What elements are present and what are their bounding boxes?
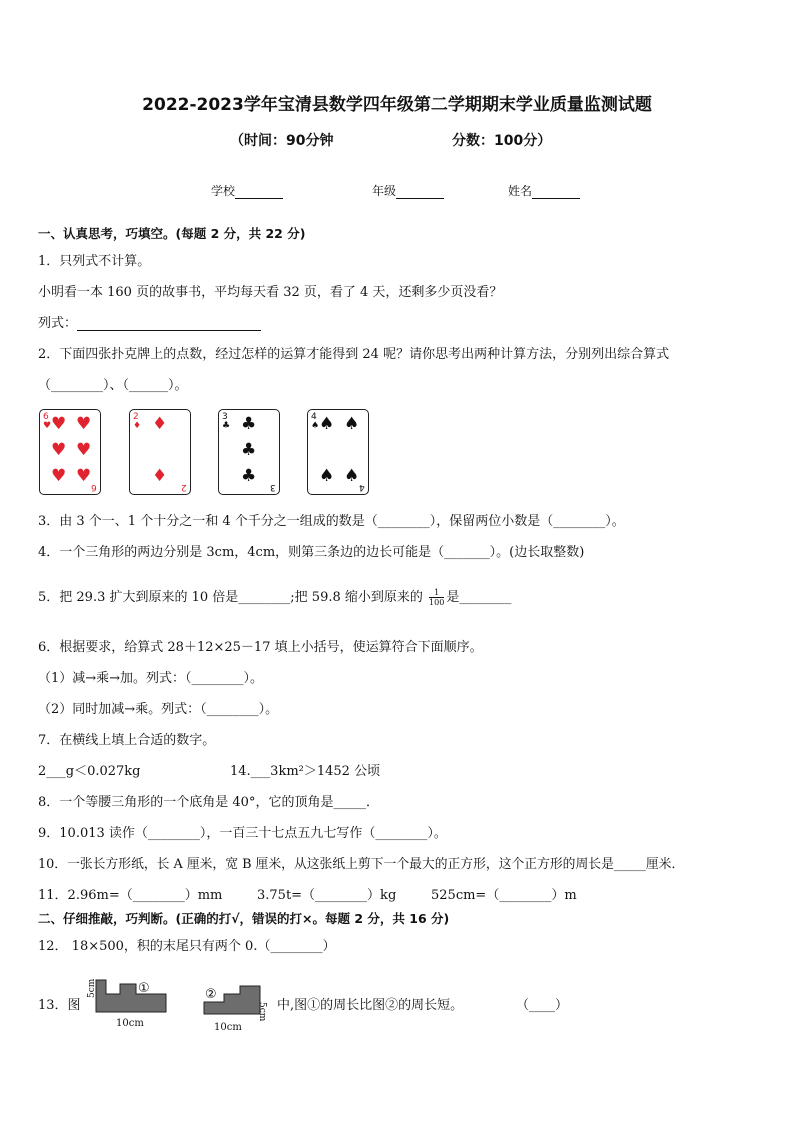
card-rank: 3 xyxy=(270,482,276,492)
school-blank[interactable] xyxy=(235,186,283,199)
q1-answer-blank[interactable] xyxy=(77,318,261,331)
q11-part3: 525cm=（________）m xyxy=(431,888,577,903)
school-field[interactable] xyxy=(211,182,283,199)
fraction-denominator: 100 xyxy=(429,598,445,607)
q13-label: 13．图 xyxy=(38,998,81,1013)
card-rank: 3 xyxy=(222,412,228,422)
q4-text: 4．一个三角形的两边分别是 3cm，4cm，则第三条边的边长可能是（_______）。(边长取整数) xyxy=(38,545,585,560)
diamond-icon: ♦ xyxy=(152,414,168,434)
fig2-height-label: 5cm xyxy=(257,1002,267,1022)
spade-icon: ♠ xyxy=(311,421,320,431)
card-rank: 4 xyxy=(311,412,317,422)
figure-1-shape xyxy=(82,972,182,1034)
grade-label: 年级 xyxy=(372,184,397,198)
name-field[interactable] xyxy=(508,182,580,199)
playing-card-2-diamonds xyxy=(129,409,191,495)
card-rank: 4 xyxy=(359,482,365,492)
q10-text: 10．一张长方形纸，长 A 厘米，宽 B 厘米，从这张纸上剪下一个最大的正方形，这个正方形的周长是_____厘米． xyxy=(38,857,685,872)
page-title: 2022-2023学年宝清县数学四年级第二学期期末学业质量监测试题 xyxy=(142,95,652,115)
q1-problem: 小明看一本 160 页的故事书，平均每天看 32 页，看了 4 天，还剩多少页没看？ xyxy=(38,285,503,300)
card-rank: 6 xyxy=(43,412,49,422)
q3-text: 3．由 3 个一、1 个十分之一和 4 个千分之一组成的数是（________），保留两位小数是（________）。 xyxy=(38,514,625,529)
playing-card-3-clubs xyxy=(218,409,280,495)
exam-time: （时间：90分钟 xyxy=(230,133,334,149)
q8-text: 8．一个等腰三角形的一个底角是 40°，它的顶角是_____． xyxy=(38,795,379,810)
diamond-icon: ♦ xyxy=(133,421,142,431)
card-rank: 6 xyxy=(91,482,97,492)
spade-icon: ♠ xyxy=(344,414,360,434)
q13-text: 中,图①的周长比图②的周长短。 xyxy=(277,998,464,1013)
q1-answer-label: 列式： xyxy=(38,316,78,331)
spade-icon: ♠ xyxy=(319,466,335,486)
club-icon: ♣ xyxy=(241,414,257,434)
q1-instruction: 1．只列式不计算。 xyxy=(38,254,151,269)
q2-blanks[interactable]: （________）、（______）。 xyxy=(38,378,188,393)
q5-text-a: 5．把 29.3 扩大到原来的 10 倍是________;把 59.8 缩小到原来的 xyxy=(38,590,423,605)
q9-text: 9．10.013 读作（________），一百三十七点五九七写作（________）。 xyxy=(38,826,447,841)
section-2-heading: 二、仔细推敲，巧判断。(正确的打√，错误的打×。每题 2 分，共 16 分) xyxy=(38,911,450,926)
q11-part1: 11．2.96m=（________）mm xyxy=(38,888,223,903)
club-icon: ♣ xyxy=(241,466,257,486)
q11-part2: 3.75t=（________）kg xyxy=(257,888,397,903)
heart-icon: ♥ xyxy=(76,466,92,486)
heart-icon: ♥ xyxy=(76,414,92,434)
card-rank: 2 xyxy=(181,482,187,492)
fig2-width-label: 10cm xyxy=(214,1022,242,1033)
fig1-height-label: 5cm xyxy=(87,978,97,998)
heart-icon: ♥ xyxy=(76,440,92,460)
heart-icon: ♥ xyxy=(43,421,52,431)
q12-text: 12． 18×500，积的末尾只有两个 0.（________） xyxy=(38,939,336,954)
q5-row xyxy=(38,586,511,607)
name-blank[interactable] xyxy=(532,186,580,199)
fig1-width-label: 10cm xyxy=(116,1018,144,1029)
q7-part1: 2___g＜0.027kg xyxy=(38,764,141,779)
card-rank: 2 xyxy=(133,412,139,422)
club-icon: ♣ xyxy=(241,440,257,460)
club-icon: ♣ xyxy=(222,421,231,431)
q13-answer-blank[interactable]: （____） xyxy=(516,998,569,1013)
heart-icon: ♥ xyxy=(51,414,67,434)
figure-2-shape xyxy=(200,980,284,1036)
q1-answer-row xyxy=(38,312,261,331)
school-label: 学校 xyxy=(211,184,236,198)
diamond-icon: ♦ xyxy=(152,466,168,486)
exam-score: 分数：100分） xyxy=(452,133,552,149)
q6-part2: （2）同时加减→乘。列式：（________）。 xyxy=(38,702,279,717)
fig1-number: ① xyxy=(138,981,150,996)
grade-field[interactable] xyxy=(372,182,444,199)
playing-card-6-hearts xyxy=(39,409,101,495)
q7-part2: 14.___3km²＞1452 公顷 xyxy=(230,764,381,779)
playing-card-4-spades xyxy=(307,409,369,495)
fraction-numerator: 1 xyxy=(429,588,444,598)
q6-part1: （1）减→乘→加。列式：（________）。 xyxy=(38,671,264,686)
fig2-number: ② xyxy=(205,987,217,1002)
fraction xyxy=(429,588,444,607)
grade-blank[interactable] xyxy=(396,186,444,199)
q5-text-b: 是________ xyxy=(446,590,512,605)
heart-icon: ♥ xyxy=(51,466,67,486)
q7-text: 7．在横线上填上合适的数字。 xyxy=(38,733,216,748)
spade-icon: ♠ xyxy=(344,466,360,486)
q6-text: 6．根据要求，给算式 28＋12×25－17 填上小括号，使运算符合下面顺序。 xyxy=(38,640,483,655)
spade-icon: ♠ xyxy=(319,414,335,434)
q2-text: 2．下面四张扑克牌上的点数，经过怎样的运算才能得到 24 呢？请你思考出两种计算方法，分别列出综合算式 xyxy=(38,347,670,362)
heart-icon: ♥ xyxy=(51,440,67,460)
name-label: 姓名 xyxy=(508,184,533,198)
section-1-heading: 一、认真思考，巧填空。(每题 2 分，共 22 分) xyxy=(38,226,306,241)
